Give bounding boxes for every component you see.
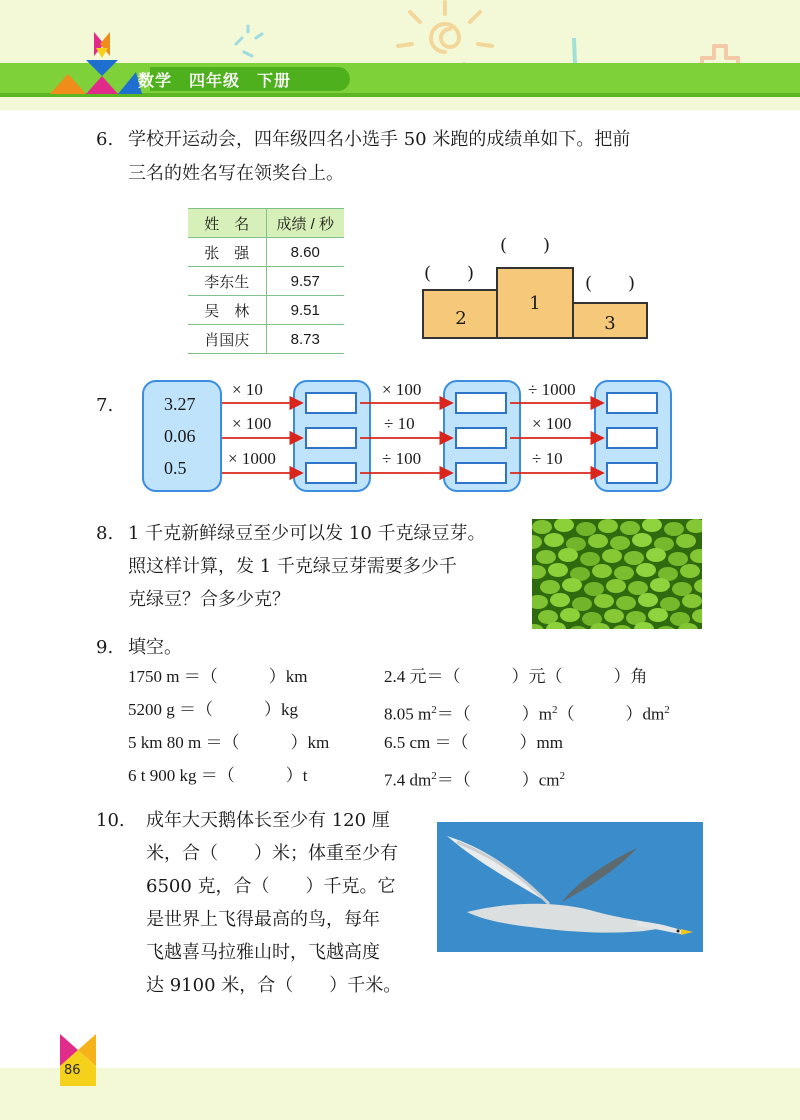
q9-right-4-a: 7.4 dm xyxy=(384,770,432,790)
q9-right-4-b: ＝（ ）cm xyxy=(436,770,560,790)
header-score: 成绩 / 秒 xyxy=(266,209,344,238)
op-col1-row1: × 10 xyxy=(232,380,263,399)
q8-line1: 1 千克新鲜绿豆至少可以发 10 千克绿豆芽。 xyxy=(128,523,486,544)
q9-right-2-c: （ ）dm xyxy=(557,704,665,724)
row-name: 吴 林 xyxy=(188,296,266,325)
arrow-layer xyxy=(0,0,800,520)
start-value: 0.06 xyxy=(164,426,196,446)
start-value: 3.27 xyxy=(164,394,196,414)
op-col2-row1: × 100 xyxy=(382,380,422,399)
op-col3-row3: ÷ 10 xyxy=(532,449,563,468)
page-number: 86 xyxy=(64,1063,81,1078)
q9-title: 填空。 xyxy=(128,637,182,658)
row-name: 张 强 xyxy=(188,238,266,267)
q9-left-3: 5 km 80 m ＝（ ）km xyxy=(128,733,330,752)
op-col1-row3: × 1000 xyxy=(228,449,276,468)
podium-blank-first[interactable]: ( ) xyxy=(500,235,551,256)
q9-left-2: 5200 g ＝（ ）kg xyxy=(128,700,298,719)
op-col2-row2: ÷ 10 xyxy=(384,414,415,433)
q9-left-1: 1750 m ＝（ ）km xyxy=(128,667,308,686)
q10-line: 6500 克，合（ ）千克。它 xyxy=(146,876,396,897)
podium-blank-second[interactable]: ( ) xyxy=(424,263,475,284)
superscript: 2 xyxy=(559,770,566,782)
q6-text-line2: 三名的姓名写在领奖台上。 xyxy=(128,163,344,184)
row-score: 9.51 xyxy=(266,296,344,325)
q9-right-3: 6.5 cm ＝（ ）mm xyxy=(384,733,563,752)
row-score: 8.73 xyxy=(266,325,344,354)
q10-line: 米，合（ ）米；体重至少有 xyxy=(146,843,398,864)
superscript: 2 xyxy=(431,704,437,716)
op-col3-row1: ÷ 1000 xyxy=(528,380,576,399)
mung-beans-image xyxy=(532,519,702,629)
row-name: 肖国庆 xyxy=(188,325,266,354)
q8-line3: 克绿豆？合多少克？ xyxy=(128,589,290,610)
q9-right-2-a: 8.05 m xyxy=(384,704,432,724)
superscript: 2 xyxy=(551,704,558,716)
podium-third-label: 3 xyxy=(604,313,616,334)
q10-line: 是世界上飞得最高的鸟，每年 xyxy=(146,909,380,930)
q6-number: 6. xyxy=(96,129,114,150)
row-name: 李东生 xyxy=(188,267,266,296)
q8-line2: 照这样计算，发 1 千克绿豆芽需要多少千 xyxy=(128,556,457,577)
q9-right-2-b: ＝（ ）m xyxy=(436,704,552,724)
q10-line: 飞越喜马拉雅山时，飞越高度 xyxy=(146,942,380,963)
podium-first-label: 1 xyxy=(529,292,541,314)
start-value: 0.5 xyxy=(164,458,187,478)
row-score: 8.60 xyxy=(266,238,344,267)
q9-right-1: 2.4 元＝（ ）元（ ）角 xyxy=(384,667,648,686)
q7-number: 7. xyxy=(96,395,114,416)
op-col3-row2: × 100 xyxy=(532,414,572,433)
q10-number: 10. xyxy=(96,810,125,831)
header-name: 姓 名 xyxy=(188,209,266,238)
q9-number: 9. xyxy=(96,637,114,658)
op-col1-row2: × 100 xyxy=(232,414,272,433)
superscript: 2 xyxy=(431,770,437,782)
podium-second-label: 2 xyxy=(455,308,467,329)
superscript: 2 xyxy=(664,704,670,716)
row-score: 9.57 xyxy=(266,267,344,296)
podium-blank-third[interactable]: ( ) xyxy=(585,273,636,294)
q8-number: 8. xyxy=(96,523,114,544)
swan-image xyxy=(437,822,703,952)
q6-text-line1: 学校开运动会，四年级四名小选手 50 米跑的成绩单如下。把前 xyxy=(128,129,631,150)
book-title: 数学 四年级 下册 xyxy=(138,71,292,90)
op-col2-row3: ÷ 100 xyxy=(382,449,422,468)
q9-left-4: 6 t 900 kg ＝（ ）t xyxy=(128,766,308,785)
q9-right-4 xyxy=(384,762,565,795)
q9-right-2 xyxy=(384,696,670,729)
footer-band xyxy=(0,1068,800,1120)
q10-line: 成年大天鹅体长至少有 120 厘 xyxy=(146,810,390,831)
q10-line: 达 9100 米，合（ ）千米。 xyxy=(146,975,402,996)
